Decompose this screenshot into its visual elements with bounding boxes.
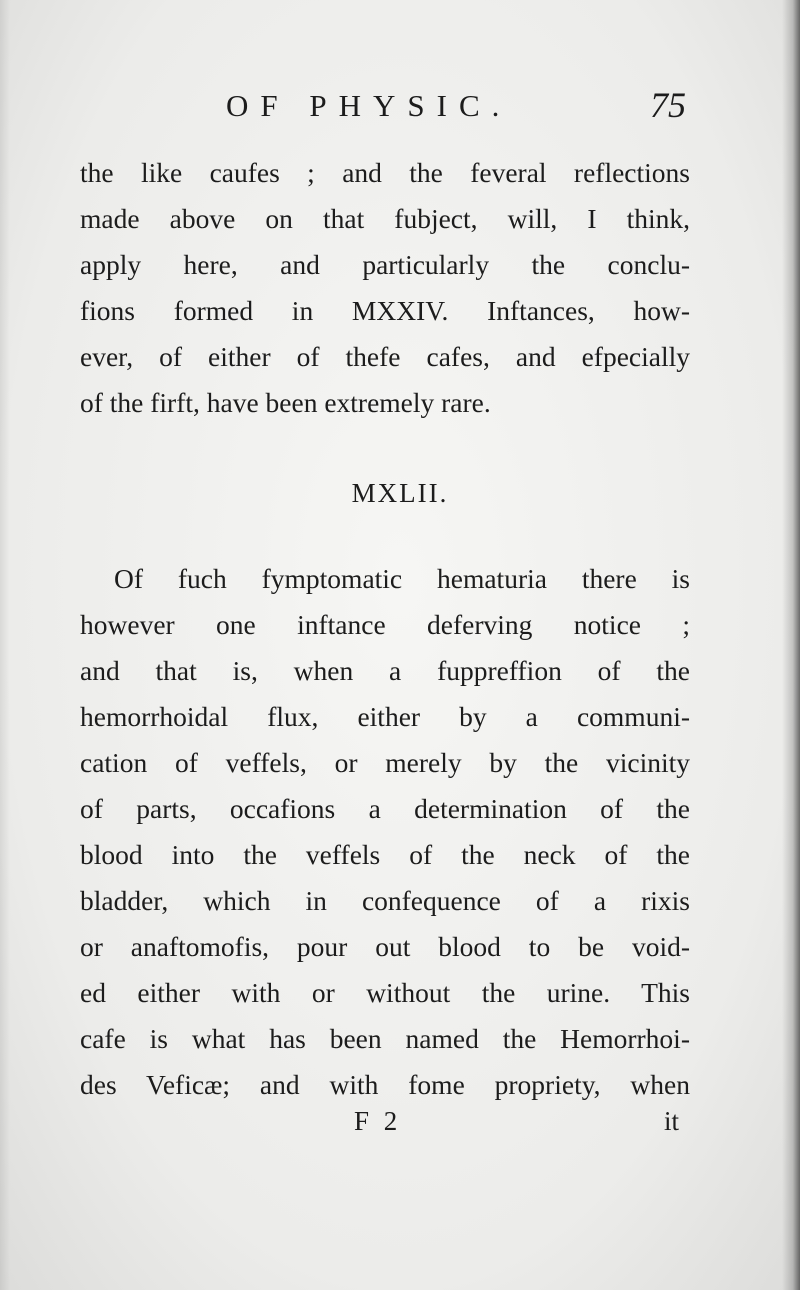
text-line: of parts, occafions a determination of the [80,793,690,824]
text-line: hemorrhoidal flux, either by a communi- [80,701,690,732]
text-line: bladder, which in confequence of a rixis [80,885,690,916]
signature-mark: F 2 [354,1106,402,1136]
running-head: OF PHYSIC. [226,88,512,123]
text-line: blood into the veffels of the neck of the [80,839,690,870]
catchword: it [664,1106,680,1136]
text-line: ever, of either of thefe cafes, and efpecially [80,341,690,372]
paragraph-1 [80,150,690,426]
text-line: fions formed in MXXIV. Inftances, how- [80,295,690,326]
text-line: ed either with or without the urine. This [80,977,690,1008]
text-line: des Veficæ; and with fome propriety, when [80,1069,690,1100]
page-gutter-shadow [0,0,10,1290]
section-heading: MXLII. [351,478,449,508]
text-line: Of fuch fymptomatic hematuria there is [114,563,690,594]
text-line: however one inftance deferving notice ; [80,609,690,640]
text-line: cafe is what has been named the Hemorrhoi- [80,1023,690,1054]
text-line: and that is, when a fuppreffion of the [80,655,690,686]
page-number: 75 [650,85,686,125]
text-line: the like caufes ; and the feveral reflections [80,157,690,188]
text-line: of the firft, have been extremely rare. [80,387,491,418]
page-footer [0,1106,800,1146]
page-header [0,84,800,128]
text-line: apply here, and particularly the conclu- [80,249,690,280]
paragraph-2 [80,556,690,1108]
text-line: or anaftomofis, pour out blood to be void- [80,931,690,962]
text-line: made above on that fubject, will, I think, [80,203,690,234]
text-line: cation of veffels, or merely by the vicinity [80,747,690,778]
page-edge-shadow [782,0,800,1290]
